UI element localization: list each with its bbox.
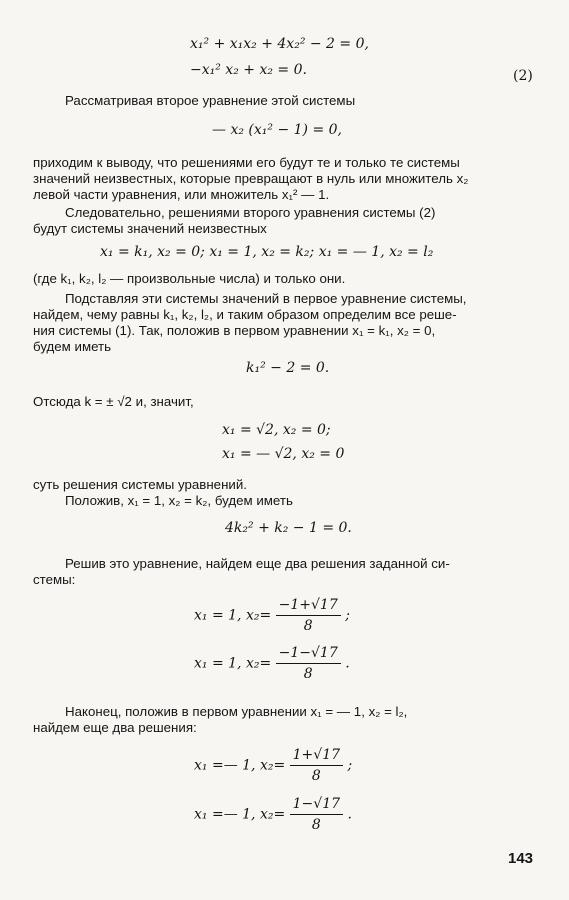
- factored-equation: — x₂ (x₁² − 1) = 0,: [212, 122, 342, 138]
- paragraph-8: Положив, x₁ = 1, x₂ = k₂, будем иметь: [65, 493, 293, 508]
- solution-4: [194, 643, 350, 684]
- cases-equation: x₁ = k₁, x₂ = 0; x₁ = 1, x₂ = k₂; x₁ = — 1, x₂ = l₂: [100, 244, 434, 260]
- solution-5-denominator: 8: [311, 768, 321, 784]
- paragraph-5-line-2: найдем, чему равны k₁, k₂, l₂, и таким образом определим все реше-: [33, 307, 457, 322]
- paragraph-1: Рассматривая второе уравнение этой системы: [65, 93, 356, 108]
- solution-6-left: x₁ =— 1, x₂=: [194, 806, 286, 823]
- page-number: 143: [508, 850, 534, 867]
- paragraph-5-line-3: ния системы (1). Так, положив в первом уравнении x₁ = k₁, x₂ = 0,: [33, 323, 436, 338]
- system-equation-1: x₁² + x₁x₂ + 4x₂² − 2 = 0,: [190, 36, 369, 52]
- paragraph-6: Отсюда k = ± √2 и, значит,: [33, 394, 194, 409]
- paragraph-4: (где k₁, k₂, l₂ — произвольные числа) и только они.: [33, 271, 346, 286]
- solution-3-end: ;: [345, 607, 350, 624]
- solution-6-fraction: [290, 794, 343, 835]
- solution-5-numerator: 1+√17: [290, 745, 343, 766]
- solution-3-denominator: 8: [303, 618, 313, 634]
- paragraph-2-line-1: приходим к выводу, что решениями его будут те и только те системы: [33, 155, 460, 170]
- solution-3-fraction: [276, 595, 341, 636]
- solution-4-numerator: −1−√17: [276, 643, 341, 664]
- solution-4-left: x₁ = 1, x₂=: [194, 655, 272, 672]
- solution-4-end: .: [345, 655, 350, 672]
- solution-6-end: .: [347, 806, 352, 823]
- solution-b: x₁ = — √2, x₂ = 0: [222, 446, 345, 462]
- equation-number: (2): [513, 68, 533, 84]
- solution-5-left: x₁ =— 1, x₂=: [194, 757, 286, 774]
- paragraph-3-line-1: Следовательно, решениями второго уравнения системы (2): [65, 205, 436, 220]
- solution-6-denominator: 8: [311, 817, 321, 833]
- solution-6: [194, 794, 352, 835]
- paragraph-7: суть решения системы уравнений.: [33, 477, 247, 492]
- paragraph-9-line-2: стемы:: [33, 572, 76, 587]
- solution-3-left: x₁ = 1, x₂=: [194, 607, 272, 624]
- solution-4-fraction: [276, 643, 341, 684]
- solution-5-fraction: [290, 745, 343, 786]
- solution-a: x₁ = √2, x₂ = 0;: [222, 422, 331, 438]
- paragraph-10-line-2: найдем еще два решения:: [33, 720, 197, 735]
- paragraph-2-line-3: левой части уравнения, или множитель x₁² — 1.: [33, 187, 330, 202]
- paragraph-9-line-1: Решив это уравнение, найдем еще два решения заданной си-: [65, 556, 450, 571]
- paragraph-3-line-2: будут системы значений неизвестных: [33, 221, 267, 236]
- k2-equation: 4k₂² + k₂ − 1 = 0.: [225, 520, 352, 536]
- solution-3: [194, 595, 350, 636]
- paragraph-10-line-1: Наконец, положив в первом уравнении x₁ = — 1, x₂ = l₂,: [65, 704, 408, 719]
- solution-5: [194, 745, 352, 786]
- paragraph-2-line-2: значений неизвестных, которые превращают в нуль или множитель x₂: [33, 171, 469, 186]
- paragraph-5-line-4: будем иметь: [33, 339, 112, 354]
- solution-5-end: ;: [347, 757, 353, 774]
- solution-3-numerator: −1+√17: [276, 595, 341, 616]
- paragraph-5-line-1: Подставляя эти системы значений в первое уравнение системы,: [65, 291, 467, 306]
- system-equation-2: −x₁² x₂ + x₂ = 0.: [190, 62, 307, 78]
- solution-4-denominator: 8: [303, 666, 313, 682]
- solution-6-numerator: 1−√17: [290, 794, 343, 815]
- k1-equation: k₁² − 2 = 0.: [246, 360, 330, 376]
